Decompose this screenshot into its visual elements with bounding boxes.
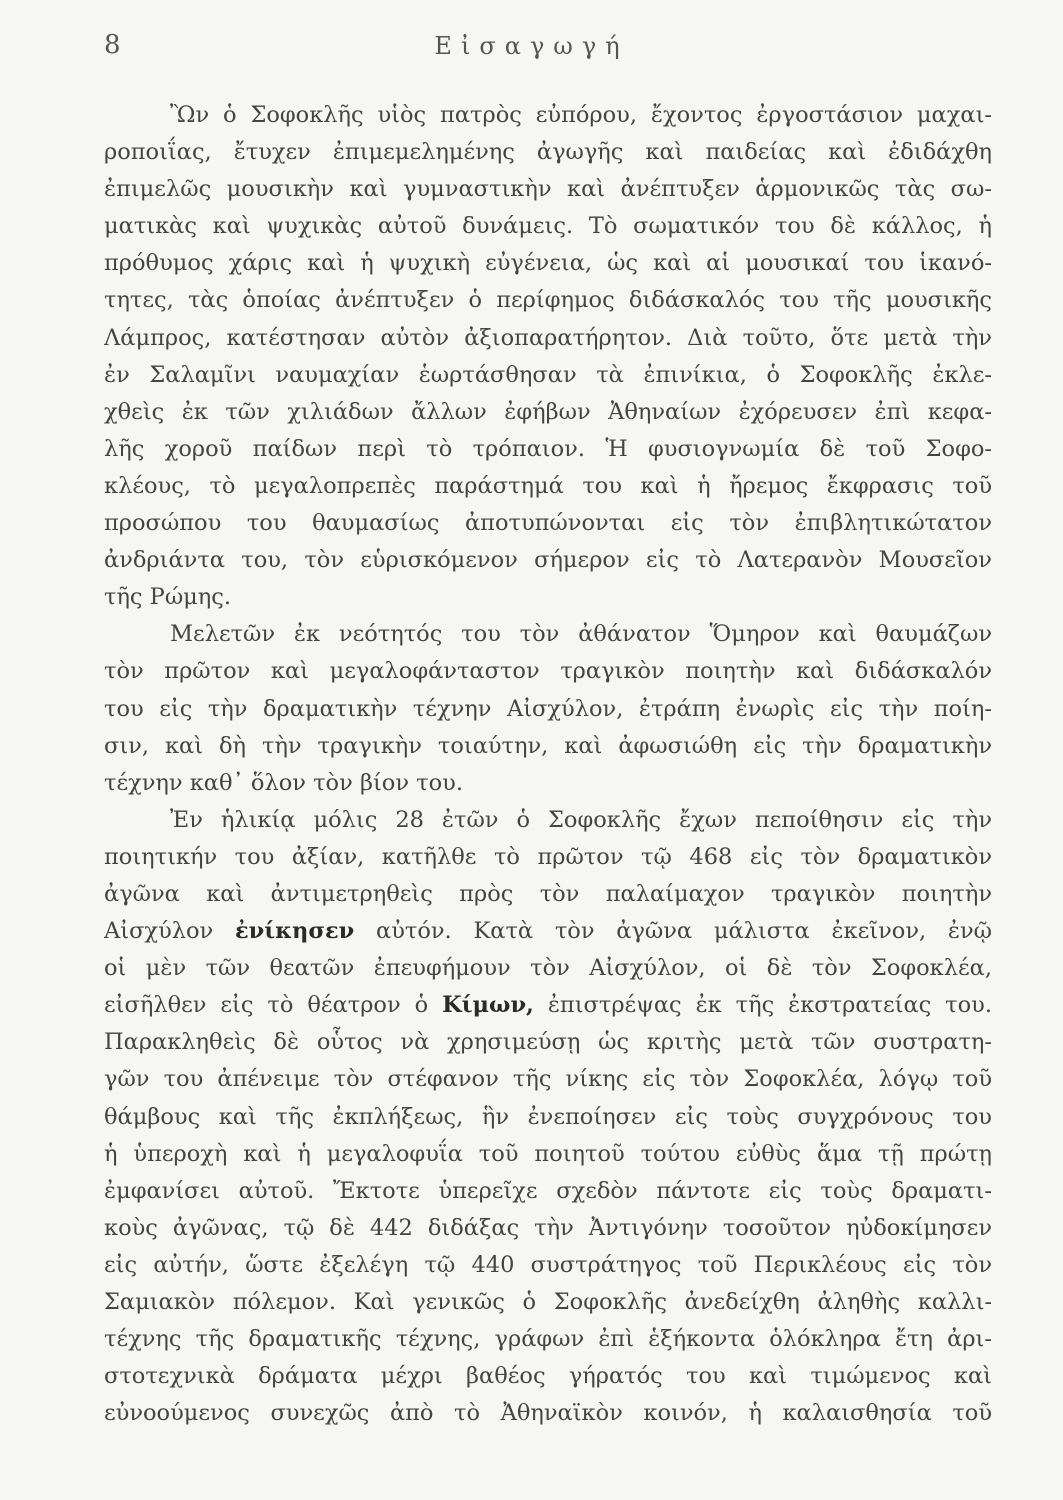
text-line: ἐπιμελῶς μουσικὴν καὶ γυμναστικὴν καὶ ἀνέπτυξεν ἁρμονικῶς τὰς σω- [104,176,992,203]
text-line: χθεὶς ἐκ τῶν χιλιάδων ἄλλων ἐφήβων Ἀθηναίων ἐχόρευσεν ἐπὶ κεφα- [104,398,992,425]
bold-word: Κίμων, [442,992,534,1019]
text-line: Παρακληθεὶς δὲ οὗτος νὰ χρησιμεύσῃ ὡς κριτὴς μετὰ τῶν συστρατη- [104,1029,992,1056]
text-line-with-bold [104,913,992,950]
text-line: ἡ ὑπεροχὴ καὶ ἡ μεγαλοφυΐα τοῦ ποιητοῦ τούτου εὐθὺς ἅμα τῇ πρώτῃ [104,1140,992,1167]
text-line: τητες, τὰς ὁποίας ἀνέπτυξεν ὁ περίφημος διδάσκαλός του τῆς μουσικῆς [104,287,992,314]
text-line: του εἰς τὴν δραματικὴν τέχνην Αἰσχύλον, ἐτράπη ἐνωρὶς εἰς τὴν ποίη- [104,695,992,722]
text-span: ἐπιστρέψας ἐκ τῆς ἐκστρατείας του. [547,992,992,1019]
text-span: αὐτόν. Κατὰ τὸν ἀγῶνα μάλιστα ἐκεῖνον, ἐνῷ [376,918,992,945]
text-line: Ὢν ὁ Σοφοκλῆς υἱὸς πατρὸς εὐπόρου, ἔχοντος ἐργοστάσιον μαχαι- [170,102,992,128]
text-line: ἀγῶνα καὶ ἀντιμετρηθεὶς πρὸς τὸν παλαίμαχον τραγικὸν ποιητὴν [104,880,992,907]
page-header [0,30,1063,70]
text-line: εἰς αὐτήν, ὥστε ἐξελέγη τῷ 440 συστράτηγος τοῦ Περικλέους εἰς τὸν [104,1251,992,1278]
text-line: Σαμιακὸν πόλεμον. Καὶ γενικῶς ὁ Σοφοκλῆς ἀνεδείχθη ἀληθὴς καλλι- [104,1289,992,1315]
text-line: ποιητικήν του ἀξίαν, κατῆλθε τὸ πρῶτον τῷ 468 εἰς τὸν δραματικὸν [104,843,992,870]
text-line: Μελετῶν ἐκ νεότητός του τὸν ἀθάνατον Ὅμηρον καὶ θαυμάζων [170,621,992,648]
text-line: τὸν πρῶτον καὶ μεγαλοφάνταστον τραγικὸν ποιητὴν καὶ διδάσκαλόν [104,658,992,685]
text-line: ἐν Σαλαμῖνι ναυμαχίαν ἑωρτάσθησαν τὰ ἐπινίκια, ὁ Σοφοκλῆς ἐκλε- [104,361,992,388]
text-line: πρόθυμος χάρις καὶ ἡ ψυχικὴ εὐγένεια, ὡς καὶ αἱ μουσικαί του ἱκανό- [104,250,992,277]
text-line: κλέους, τὸ μεγαλοπρεπὲς παράστημά του καὶ ἡ ἤρεμος ἔκφρασις τοῦ [104,472,992,499]
text-span: Αἰσχύλον [104,918,214,945]
text-line: σιν, καὶ δὴ τὴν τραγικὴν τοιαύτην, καὶ ἀφωσιώθη εἰς τὴν δραματικὴν [104,732,992,759]
text-line: ροποιΐας, ἔτυχεν ἐπιμεμελημένης ἀγωγῆς καὶ παιδείας καὶ ἐδιδάχθη [104,139,992,166]
text-line-with-bold [104,987,992,1024]
bold-word: ἐνίκησεν [234,918,355,945]
text-line: προσώπου του θαυμασίως ἀποτυπώνονται εἰς τὸν ἐπιβλητικώτατον [104,510,992,537]
text-line: ματικὰς καὶ ψυχικὰς αὐτοῦ δυνάμεις. Τὸ σωματικόν του δὲ κάλλος, ἡ [104,213,992,240]
text-line: τέχνην καθ᾽ ὅλον τὸν βίον του. [104,769,463,796]
running-title: Εἰσαγωγή [434,32,629,60]
text-line: τῆς Ρώμης. [104,584,232,611]
body-text [104,97,992,1432]
page-number: 8 [104,30,121,60]
text-line: στοτεχνικὰ δράματα μέχρι βαθέος γήρατός του καὶ τιμώμενος καὶ [104,1363,992,1390]
text-line: Λάμπρος, κατέστησαν αὐτὸν ἀξιοπαρατήρητον. Διὰ τοῦτο, ὅτε μετὰ τὴν [104,324,992,351]
text-line: κοὺς ἀγῶνας, τῷ δὲ 442 διδάξας τὴν Ἀντιγόνην τοσοῦτον ηὐδοκίμησεν [104,1214,992,1241]
text-line: Ἐν ἡλικίᾳ μόλις 28 ἐτῶν ὁ Σοφοκλῆς ἔχων πεποίθησιν εἰς τὴν [170,806,992,833]
text-line: τέχνης τῆς δραματικῆς τέχνης, γράφων ἐπὶ ἑξήκοντα ὁλόκληρα ἔτη ἀρι- [104,1326,992,1353]
text-line: θάμβους καὶ τῆς ἐκπλήξεως, ἣν ἐνεποίησεν εἰς τοὺς συγχρόνους του [104,1103,992,1130]
text-line: ἀνδριάντα του, τὸν εὑρισκόμενον σήμερον εἰς τὸ Λατερανὸν Μουσεῖον [104,547,992,574]
text-span: εἰσῆλθεν εἰς τὸ θέατρον ὁ [104,992,429,1019]
text-line: ἐμφανίσει αὐτοῦ. Ἔκτοτε ὑπερεῖχε σχεδὸν πάντοτε εἰς τοὺς δραματι- [104,1177,992,1204]
text-line: λῆς χοροῦ παίδων περὶ τὸ τρόπαιον. Ἡ φυσιογνωμία δὲ τοῦ Σοφο- [104,435,992,462]
text-line: οἱ μὲν τῶν θεατῶν ἐπευφήμουν τὸν Αἰσχύλον, οἱ δὲ τὸν Σοφοκλέα, [104,955,992,982]
text-line: εὐνοούμενος συνεχῶς ἀπὸ τὸ Ἀθηναϊκὸν κοινόν, ἡ καλαισθησία τοῦ [104,1400,992,1427]
text-line: γῶν του ἀπένειμε τὸν στέφανον τῆς νίκης εἰς τὸν Σοφοκλέα, λόγῳ τοῦ [104,1066,992,1093]
